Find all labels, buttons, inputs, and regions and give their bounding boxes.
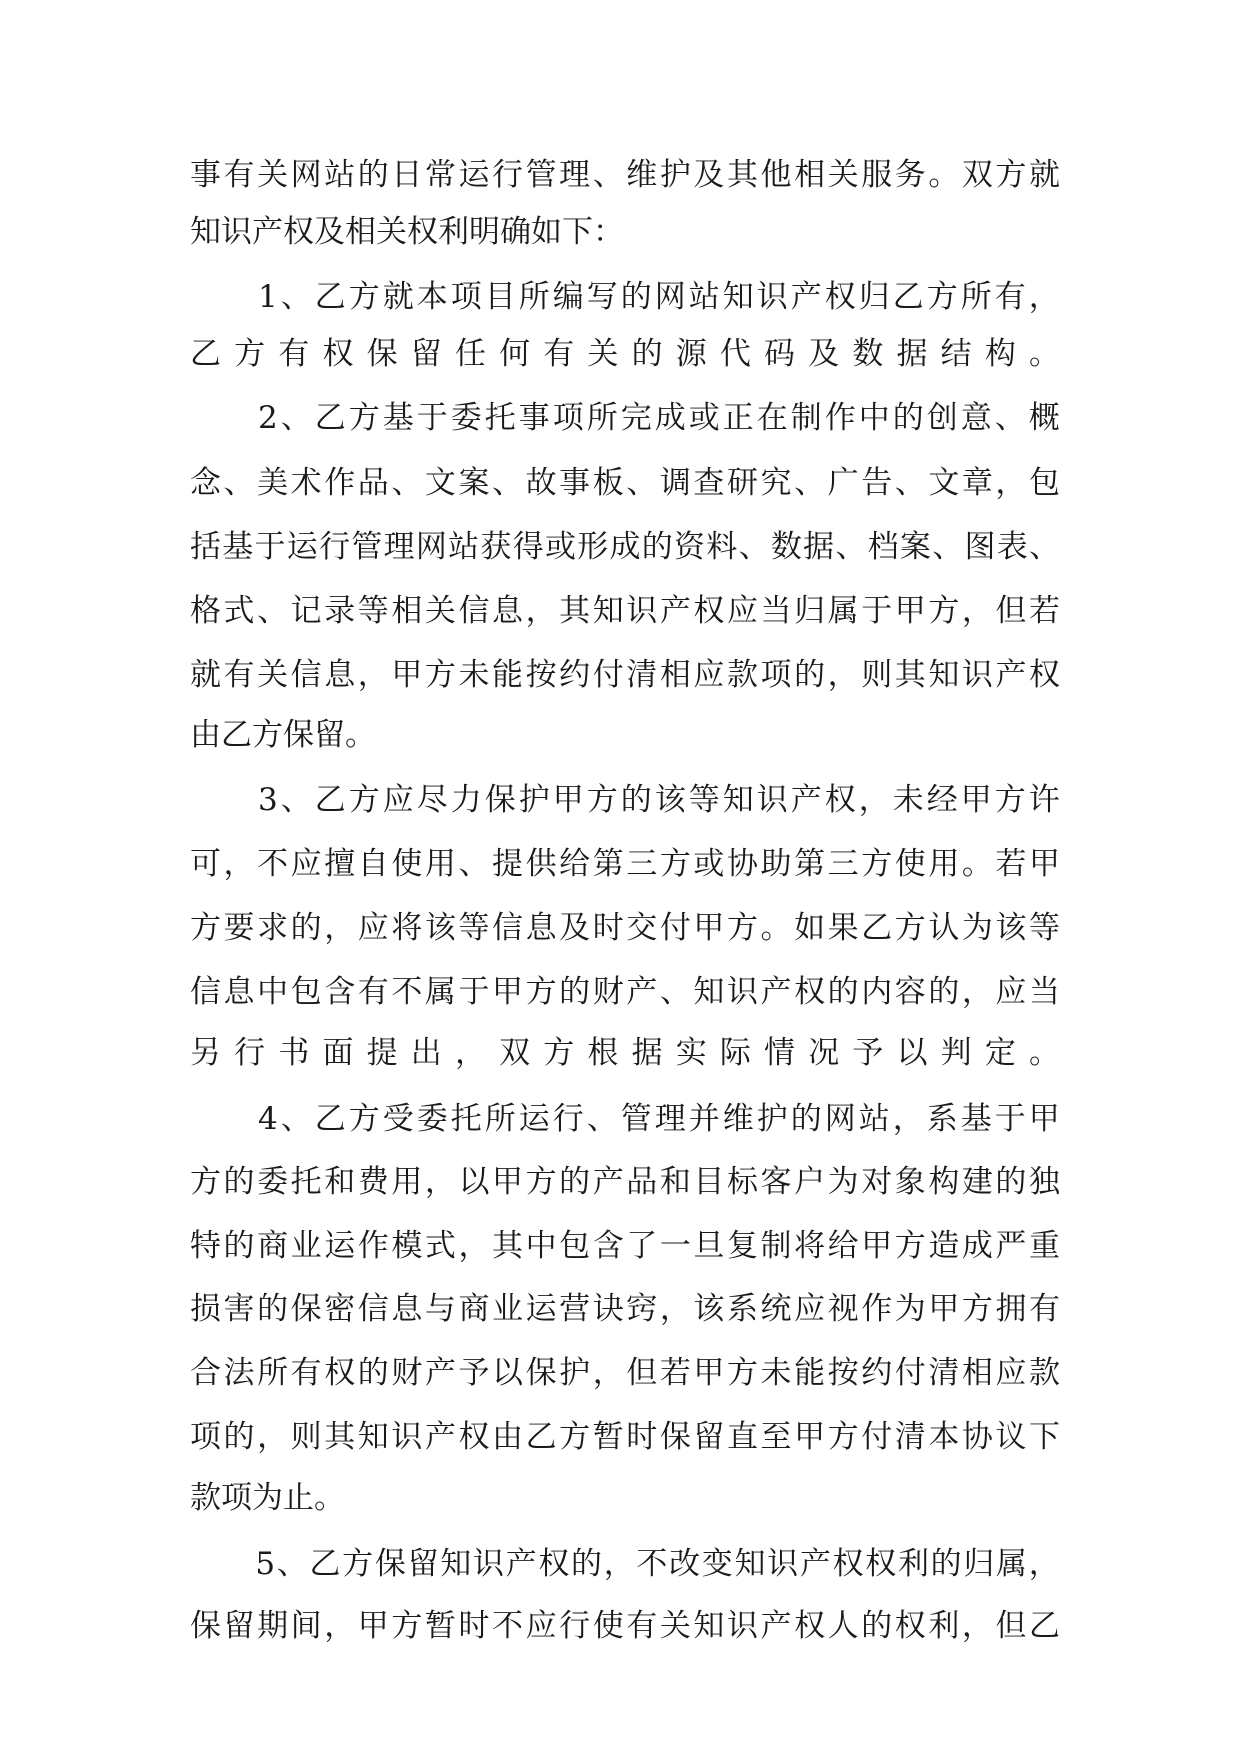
paragraph-1-start: 1、乙方就本项目所编写的网站知识产权归乙方所有，	[190, 279, 1063, 315]
text-line: 方要求的，应将该等信息及时交付甲方。如果乙方认为该等	[190, 910, 1063, 946]
text-line: 由乙方保留。	[190, 717, 376, 753]
text-line: 就有关信息，甲方未能按约付清相应款项的，则其知识产权	[190, 657, 1063, 693]
text-line: 合法所有权的财产予以保护，但若甲方未能按约付清相应款	[190, 1355, 1063, 1391]
text-line: 款项为止。	[190, 1480, 345, 1516]
text-line: 另行书面提出，双方根据实际情况予以判定。	[190, 1035, 1074, 1071]
text-line: 事有关网站的日常运行管理、维护及其他相关服务。双方就	[190, 157, 1063, 193]
text-line: 保留期间，甲方暂时不应行使有关知识产权人的权利，但乙	[190, 1608, 1063, 1644]
text-line: 信息中包含有不属于甲方的财产、知识产权的内容的，应当	[190, 974, 1063, 1010]
text-line: 格式、记录等相关信息，其知识产权应当归属于甲方，但若	[190, 593, 1063, 629]
paragraph-2-start: 2、乙方基于委托事项所完成或正在制作中的创意、概	[190, 400, 1063, 436]
text-line: 损害的保密信息与商业运营诀窍，该系统应视作为甲方拥有	[190, 1291, 1063, 1327]
text-line: 可，不应擅自使用、提供给第三方或协助第三方使用。若甲	[190, 846, 1063, 882]
text-line: 特的商业运作模式，其中包含了一旦复制将给甲方造成严重	[190, 1228, 1063, 1264]
text-line: 项的，则其知识产权由乙方暂时保留直至甲方付清本协议下	[190, 1419, 1063, 1455]
text-line: 知识产权及相关权利明确如下：	[190, 214, 624, 250]
text-line: 乙方有权保留任何有关的源代码及数据结构。	[190, 336, 1074, 372]
paragraph-5-start: 5、乙方保留知识产权的，不改变知识产权权利的归属，	[190, 1546, 1062, 1582]
paragraph-3-start: 3、乙方应尽力保护甲方的该等知识产权，未经甲方许	[190, 782, 1063, 818]
text-line: 括基于运行管理网站获得或形成的资料、数据、档案、图表、	[190, 529, 1062, 565]
text-line: 方的委托和费用，以甲方的产品和目标客户为对象构建的独	[190, 1164, 1063, 1200]
paragraph-4-start: 4、乙方受委托所运行、管理并维护的网站，系基于甲	[190, 1101, 1063, 1137]
text-line: 念、美术作品、文案、故事板、调查研究、广告、文章，包	[190, 465, 1063, 501]
